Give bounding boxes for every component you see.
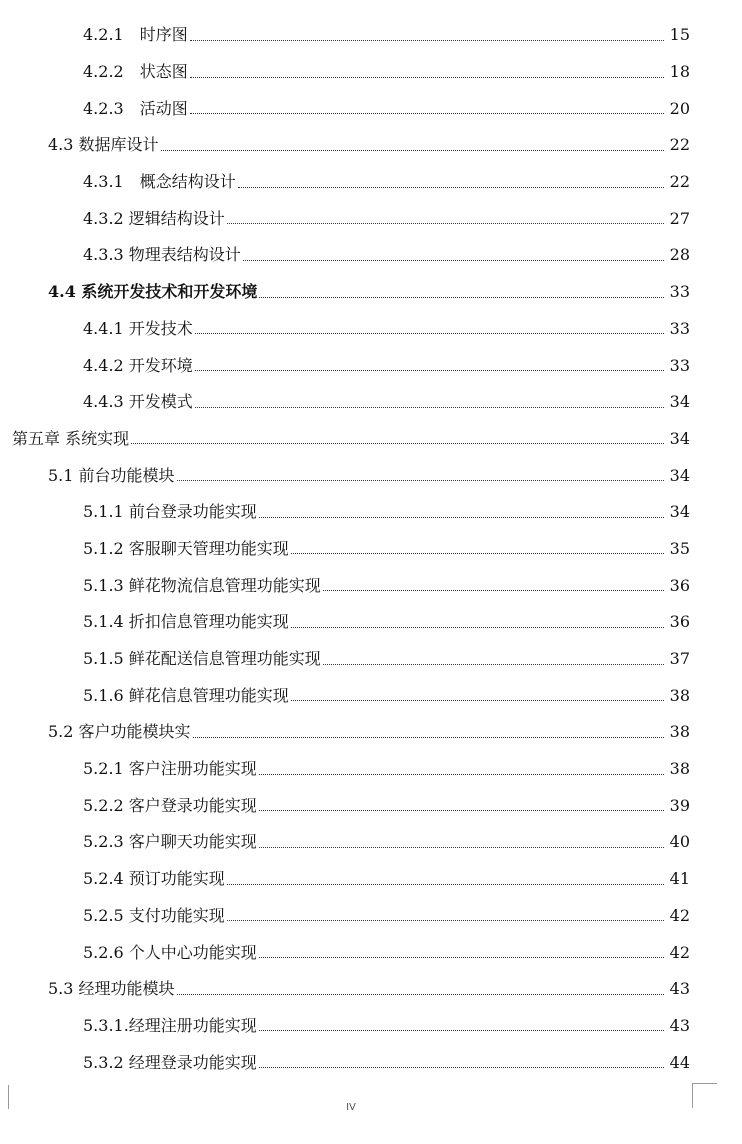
toc-entry-title: 第五章 系统实现 [12, 428, 130, 448]
toc-entry[interactable] [0, 347, 742, 384]
toc-entry-title: 5.1.3 鲜花物流信息管理功能实现 [83, 575, 321, 595]
toc-entry-title: 4.3 数据库设计 [48, 135, 159, 155]
dot-leader [259, 1067, 664, 1068]
toc-entry[interactable] [0, 494, 742, 531]
toc-entry[interactable] [0, 531, 742, 568]
toc-entry[interactable] [0, 677, 742, 714]
dot-leader [259, 297, 664, 298]
dot-leader [291, 553, 664, 554]
toc-entry[interactable] [0, 971, 742, 1008]
toc-entry-page: 15 [669, 25, 690, 45]
toc-entry-page: 43 [669, 979, 690, 999]
dot-leader [291, 700, 664, 701]
toc-entry-page: 33 [669, 318, 690, 338]
toc-entry-title: 5.1.4 折扣信息管理功能实现 [83, 612, 289, 632]
toc-entry-page: 22 [669, 172, 690, 192]
dot-leader [193, 737, 664, 738]
toc-entry[interactable] [0, 311, 742, 348]
toc-entry[interactable] [0, 164, 742, 201]
toc-entry[interactable] [0, 898, 742, 935]
toc-entry-title: 4.2.3 活动图 [83, 98, 188, 118]
toc-entry[interactable] [0, 127, 742, 164]
toc-entry-title: 5.1 前台功能模块 [48, 465, 175, 485]
dot-leader [259, 1030, 664, 1031]
toc-entry[interactable] [0, 641, 742, 678]
toc-entry-title: 4.4.1 开发技术 [83, 318, 193, 338]
toc-entry-title: 5.2.4 预订功能实现 [83, 869, 225, 889]
dot-leader [227, 920, 664, 921]
dot-leader [323, 590, 664, 591]
toc-entry-page: 41 [669, 869, 690, 889]
toc-entry-page: 36 [669, 575, 690, 595]
toc-entry-page: 34 [669, 428, 690, 448]
toc-entry[interactable] [0, 787, 742, 824]
toc-entry-page: 40 [669, 832, 690, 852]
toc-entry[interactable] [0, 90, 742, 127]
toc-entry-page: 37 [669, 649, 690, 669]
toc-entry-title: 4.3.2 逻辑结构设计 [83, 208, 225, 228]
toc-entry-title: 5.2 客户功能模块实 [48, 722, 191, 742]
toc-entry-page: 33 [669, 282, 690, 302]
dot-leader [190, 77, 664, 78]
dot-leader [259, 847, 664, 848]
toc-entry-page: 20 [669, 98, 690, 118]
toc-entry[interactable] [0, 200, 742, 237]
toc-entry-title: 5.3.2 经理登录功能实现 [83, 1052, 257, 1072]
toc-entry[interactable] [0, 1008, 742, 1045]
toc-entry-page: 38 [669, 759, 690, 779]
dot-leader [177, 994, 664, 995]
toc-entry-page: 28 [669, 245, 690, 265]
toc-entry-page: 38 [669, 685, 690, 705]
toc-entry-title: 5.1.1 前台登录功能实现 [83, 502, 257, 522]
toc-entry[interactable] [0, 824, 742, 861]
page-number: IV [346, 1102, 356, 1113]
toc-entry-title: 5.2.1 客户注册功能实现 [83, 759, 257, 779]
toc-entry[interactable] [0, 751, 742, 788]
toc-entry-page: 34 [669, 502, 690, 522]
toc-entry-title: 5.2.6 个人中心功能实现 [83, 942, 257, 962]
toc-entry-title: 5.2.5 支付功能实现 [83, 905, 225, 925]
dot-leader [227, 884, 664, 885]
toc-entry[interactable] [0, 1044, 742, 1081]
dot-leader [195, 370, 664, 371]
toc-entry[interactable] [0, 17, 742, 54]
toc-entry-title: 5.1.5 鲜花配送信息管理功能实现 [83, 649, 321, 669]
dot-leader [227, 223, 664, 224]
dot-leader [195, 333, 664, 334]
toc-entry[interactable] [0, 54, 742, 91]
toc-entry-page: 18 [669, 62, 690, 82]
dot-leader [259, 957, 664, 958]
dot-leader [195, 407, 664, 408]
toc-entry-title: 5.2.3 客户聊天功能实现 [83, 832, 257, 852]
dot-leader [131, 443, 664, 444]
dot-leader [291, 627, 664, 628]
toc-entry-page: 44 [669, 1052, 690, 1072]
toc-entry-title: 5.3 经理功能模块 [48, 979, 175, 999]
dot-leader [190, 40, 664, 41]
toc-entry-title: 4.4 系统开发技术和开发环境 [48, 282, 258, 302]
toc-entry-page: 34 [669, 392, 690, 412]
dot-leader [259, 774, 664, 775]
toc-entry[interactable] [0, 384, 742, 421]
dot-leader [323, 664, 664, 665]
toc-entry-title: 4.3.1 概念结构设计 [83, 172, 236, 192]
toc-entry[interactable] [0, 861, 742, 898]
toc-entry-page: 35 [669, 538, 690, 558]
toc-entry-page: 38 [669, 722, 690, 742]
toc-entry[interactable] [0, 934, 742, 971]
dot-leader [238, 187, 664, 188]
toc-entry-page: 42 [669, 942, 690, 962]
dot-leader [243, 260, 664, 261]
toc-entry-page: 36 [669, 612, 690, 632]
toc-entry-page: 39 [669, 795, 690, 815]
toc-entry-title: 5.1.6 鲜花信息管理功能实现 [83, 685, 289, 705]
dot-leader [177, 480, 664, 481]
toc-entry-title: 4.3.3 物理表结构设计 [83, 245, 241, 265]
toc-entry-title: 4.2.1 时序图 [83, 25, 188, 45]
toc-entry-page: 22 [669, 135, 690, 155]
toc-entry-title: 5.3.1.经理注册功能实现 [83, 1015, 257, 1035]
toc-entry[interactable] [0, 567, 742, 604]
dot-leader [259, 810, 664, 811]
toc-entry[interactable] [0, 457, 742, 494]
dot-leader [190, 113, 664, 114]
toc-entry-page: 42 [669, 905, 690, 925]
toc-entry[interactable] [0, 604, 742, 641]
toc-entry-title: 4.4.2 开发环境 [83, 355, 193, 375]
toc-entry-page: 33 [669, 355, 690, 375]
toc-entry-page: 34 [669, 465, 690, 485]
toc-entry-title: 4.4.3 开发模式 [83, 392, 193, 412]
toc-entry-page: 27 [669, 208, 690, 228]
toc-entry-page: 43 [669, 1015, 690, 1035]
toc-entry[interactable] [0, 237, 742, 274]
toc-entry-title: 4.2.2 状态图 [83, 62, 188, 82]
toc-entry[interactable] [0, 714, 742, 751]
toc-entry-title: 5.1.2 客服聊天管理功能实现 [83, 538, 289, 558]
table-of-contents [0, 17, 742, 1081]
toc-entry-title: 5.2.2 客户登录功能实现 [83, 795, 257, 815]
dot-leader [161, 150, 664, 151]
dot-leader [259, 517, 664, 518]
toc-entry[interactable] [0, 421, 742, 458]
toc-entry[interactable] [0, 274, 742, 311]
